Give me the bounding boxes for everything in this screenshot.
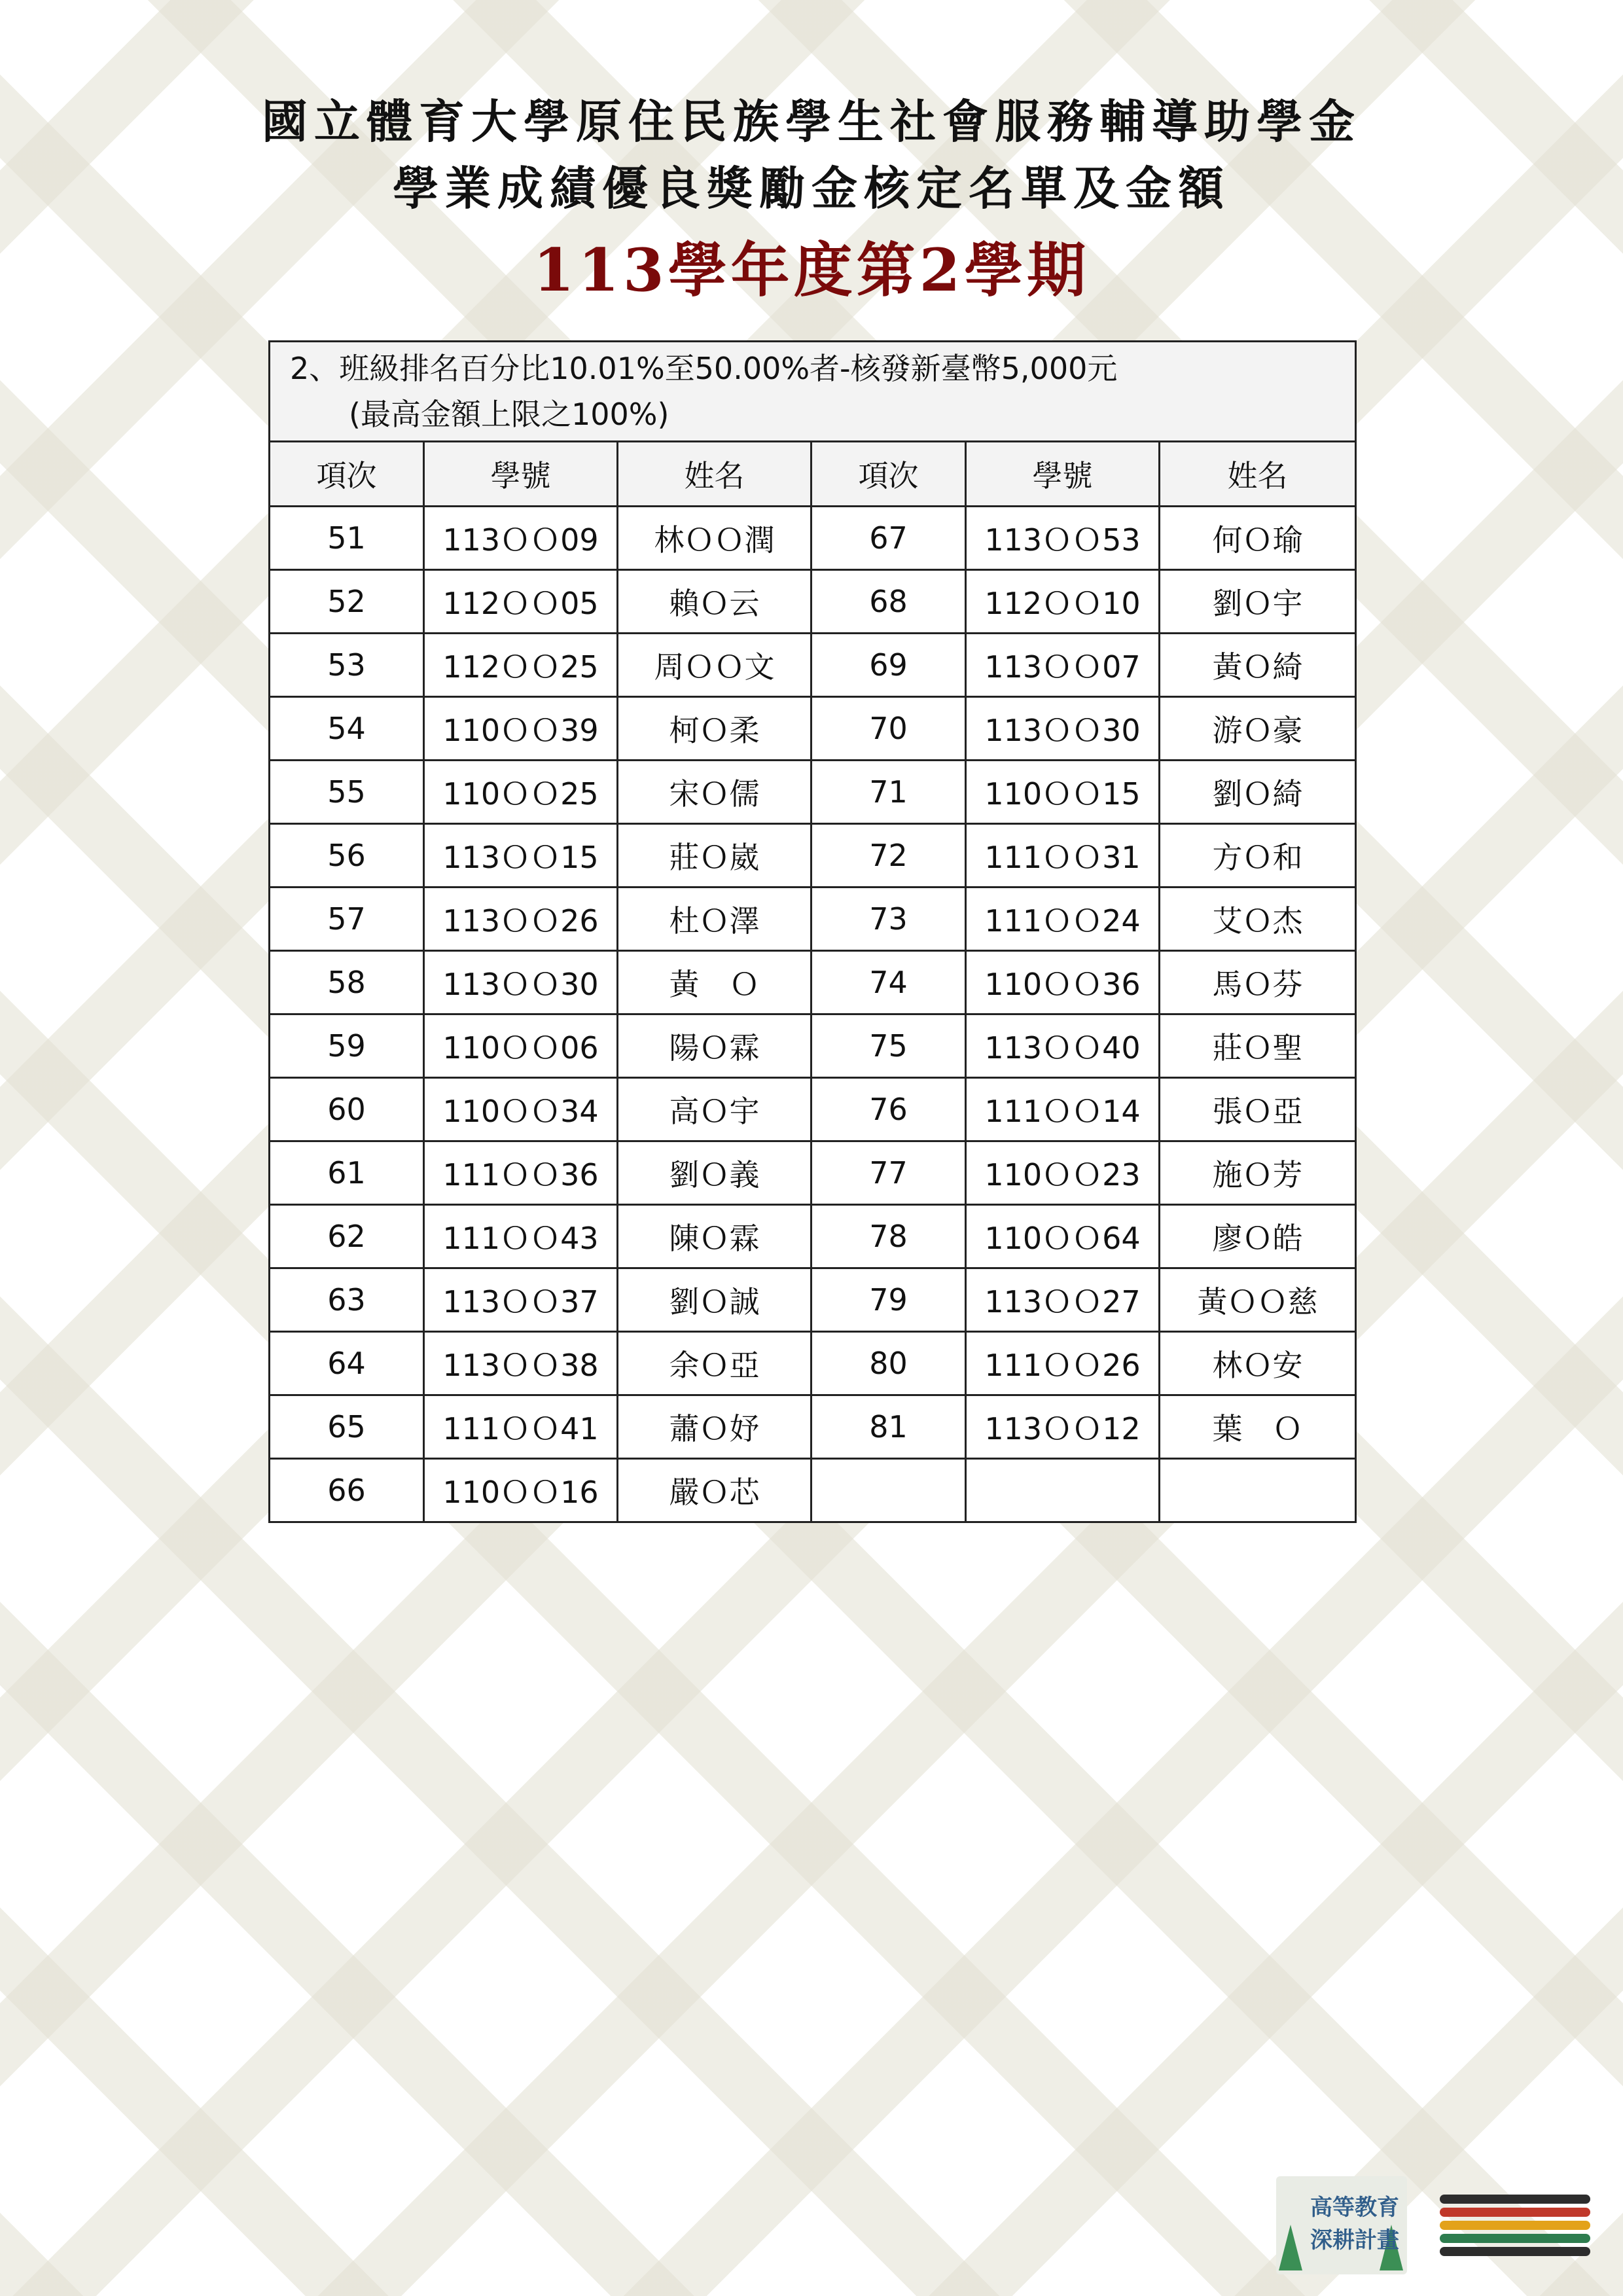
cell-index: 60 — [270, 1078, 424, 1141]
cell-name: 嚴Ｏ芯 — [618, 1459, 812, 1522]
cell-student-id: 113ＯＯ12 — [966, 1395, 1160, 1459]
table-row — [270, 634, 1356, 697]
cell-student-id: 111ＯＯ41 — [424, 1395, 618, 1459]
cell-student-id: 112ＯＯ25 — [424, 634, 618, 697]
cell-student-id: 110ＯＯ34 — [424, 1078, 618, 1141]
tree-icon — [1279, 2225, 1302, 2270]
cell-index: 61 — [270, 1141, 424, 1205]
cell-student-id: 110ＯＯ25 — [424, 761, 618, 824]
cell-name: 廖Ｏ皓 — [1160, 1205, 1356, 1268]
cell-student-id: 113ＯＯ40 — [966, 1014, 1160, 1078]
cell-name: 陽Ｏ霖 — [618, 1014, 812, 1078]
cell-name: 高Ｏ宇 — [618, 1078, 812, 1141]
cell-name: 林Ｏ安 — [1160, 1332, 1356, 1395]
cell-student-id: 113ＯＯ53 — [966, 507, 1160, 570]
cell-index: 68 — [812, 570, 966, 634]
col-header-student-id: 學號 — [966, 442, 1160, 507]
cell-index: 58 — [270, 951, 424, 1014]
cell-name: 方Ｏ和 — [1160, 824, 1356, 888]
cell-name: 蕭Ｏ妤 — [618, 1395, 812, 1459]
table-row — [270, 951, 1356, 1014]
cell-name: 何Ｏ瑜 — [1160, 507, 1356, 570]
cell-name: 陳Ｏ霖 — [618, 1205, 812, 1268]
col-header-index: 項次 — [812, 442, 966, 507]
cell-student-id: 110ＯＯ23 — [966, 1141, 1160, 1205]
cell-name: 施Ｏ芳 — [1160, 1141, 1356, 1205]
col-header-student-id: 學號 — [424, 442, 618, 507]
cell-index: 75 — [812, 1014, 966, 1078]
cell-name — [1160, 1459, 1356, 1522]
table-row — [270, 1332, 1356, 1395]
col-header-name: 姓名 — [1160, 442, 1356, 507]
cell-index: 54 — [270, 697, 424, 761]
cell-name: 杜Ｏ澤 — [618, 888, 812, 951]
cell-index: 67 — [812, 507, 966, 570]
award-cap-note: (最高金額上限之100%) — [349, 397, 669, 432]
cell-student-id: 113ＯＯ15 — [424, 824, 618, 888]
cell-student-id: 113ＯＯ30 — [966, 697, 1160, 761]
cell-name: 余Ｏ亞 — [618, 1332, 812, 1395]
cell-student-id: 113ＯＯ27 — [966, 1268, 1160, 1332]
table-row — [270, 1268, 1356, 1332]
cell-index: 73 — [812, 888, 966, 951]
cell-name: 宋Ｏ儒 — [618, 761, 812, 824]
cell-index: 76 — [812, 1078, 966, 1141]
higher-education-sprout-logo — [1276, 2176, 1407, 2274]
cell-name: 賴Ｏ云 — [618, 570, 812, 634]
table-row — [270, 1141, 1356, 1205]
semester-title: 113學年度第2學期 — [533, 236, 1090, 305]
cell-name: 馬Ｏ芬 — [1160, 951, 1356, 1014]
cell-name: 劉Ｏ義 — [618, 1141, 812, 1205]
awardee-table — [268, 340, 1357, 1523]
table-row — [270, 570, 1356, 634]
table-row — [270, 1459, 1356, 1522]
cell-student-id: 110ＯＯ06 — [424, 1014, 618, 1078]
cell-student-id: 111ＯＯ43 — [424, 1205, 618, 1268]
table-row — [270, 1014, 1356, 1078]
table-row — [270, 824, 1356, 888]
award-criteria: 2、班級排名百分比10.01%至50.00%者-核發新臺幣5,000元 — [290, 351, 1118, 386]
cell-index: 63 — [270, 1268, 424, 1332]
cell-index: 53 — [270, 634, 424, 697]
cell-index: 64 — [270, 1332, 424, 1395]
table-row — [270, 888, 1356, 951]
cell-name: 莊Ｏ聖 — [1160, 1014, 1356, 1078]
cell-index: 65 — [270, 1395, 424, 1459]
cell-student-id: 113ＯＯ09 — [424, 507, 618, 570]
cell-name: 張Ｏ亞 — [1160, 1078, 1356, 1141]
cell-name: 林ＯＯ潤 — [618, 507, 812, 570]
cell-index: 70 — [812, 697, 966, 761]
table-row — [270, 1395, 1356, 1459]
cell-student-id: 111ＯＯ26 — [966, 1332, 1160, 1395]
cell-index: 77 — [812, 1141, 966, 1205]
cell-name: 周ＯＯ文 — [618, 634, 812, 697]
table-header-row — [270, 442, 1356, 507]
logo-text-line1: 高等教育 — [1310, 2195, 1399, 2221]
cell-index: 71 — [812, 761, 966, 824]
cell-student-id: 110ＯＯ16 — [424, 1459, 618, 1522]
table-row — [270, 697, 1356, 761]
cell-index: 52 — [270, 570, 424, 634]
cell-name: 劉Ｏ誠 — [618, 1268, 812, 1332]
document-subtitle: 學業成績優良獎勵金核定名單及金額 — [393, 161, 1230, 215]
cell-index: 55 — [270, 761, 424, 824]
table-row — [270, 507, 1356, 570]
table-intro — [270, 342, 1356, 442]
cell-student-id: 113ＯＯ07 — [966, 634, 1160, 697]
cell-student-id: 111ＯＯ24 — [966, 888, 1160, 951]
cell-student-id: 111ＯＯ36 — [424, 1141, 618, 1205]
cell-student-id: 113ＯＯ37 — [424, 1268, 618, 1332]
cell-student-id: 113ＯＯ26 — [424, 888, 618, 951]
cell-index: 56 — [270, 824, 424, 888]
cell-index: 69 — [812, 634, 966, 697]
cell-student-id: 110ＯＯ36 — [966, 951, 1160, 1014]
cell-index: 51 — [270, 507, 424, 570]
cell-name: 黃ＯＯ慈 — [1160, 1268, 1356, 1332]
university-emblem-icon — [1440, 2189, 1590, 2268]
cell-student-id — [966, 1459, 1160, 1522]
cell-name: 黃Ｏ綺 — [1160, 634, 1356, 697]
cell-index: 78 — [812, 1205, 966, 1268]
cell-name: 莊Ｏ崴 — [618, 824, 812, 888]
cell-name: 艾Ｏ杰 — [1160, 888, 1356, 951]
cell-name: 葉 Ｏ — [1160, 1395, 1356, 1459]
cell-student-id: 112ＯＯ10 — [966, 570, 1160, 634]
table-row — [270, 761, 1356, 824]
cell-index: 62 — [270, 1205, 424, 1268]
cell-name: 游Ｏ豪 — [1160, 697, 1356, 761]
cell-student-id: 113ＯＯ38 — [424, 1332, 618, 1395]
cell-index: 74 — [812, 951, 966, 1014]
cell-index — [812, 1459, 966, 1522]
document-title: 國立體育大學原住民族學生社會服務輔導助學金 — [262, 94, 1361, 149]
cell-index: 80 — [812, 1332, 966, 1395]
cell-index: 81 — [812, 1395, 966, 1459]
cell-student-id: 111ＯＯ31 — [966, 824, 1160, 888]
cell-index: 66 — [270, 1459, 424, 1522]
cell-student-id: 111ＯＯ14 — [966, 1078, 1160, 1141]
logo-text-line2: 深耕計畫 — [1310, 2227, 1399, 2253]
cell-index: 57 — [270, 888, 424, 951]
cell-student-id: 113ＯＯ30 — [424, 951, 618, 1014]
table-intro-row — [270, 342, 1356, 442]
cell-name: 劉Ｏ宇 — [1160, 570, 1356, 634]
cell-student-id: 112ＯＯ05 — [424, 570, 618, 634]
table-row — [270, 1205, 1356, 1268]
cell-index: 79 — [812, 1268, 966, 1332]
cell-name: 黃 Ｏ — [618, 951, 812, 1014]
cell-student-id: 110ＯＯ64 — [966, 1205, 1160, 1268]
cell-index: 59 — [270, 1014, 424, 1078]
col-header-index: 項次 — [270, 442, 424, 507]
cell-student-id: 110ＯＯ39 — [424, 697, 618, 761]
cell-name: 柯Ｏ柔 — [618, 697, 812, 761]
cell-index: 72 — [812, 824, 966, 888]
cell-student-id: 110ＯＯ15 — [966, 761, 1160, 824]
table-row — [270, 1078, 1356, 1141]
col-header-name: 姓名 — [618, 442, 812, 507]
cell-name: 劉Ｏ綺 — [1160, 761, 1356, 824]
